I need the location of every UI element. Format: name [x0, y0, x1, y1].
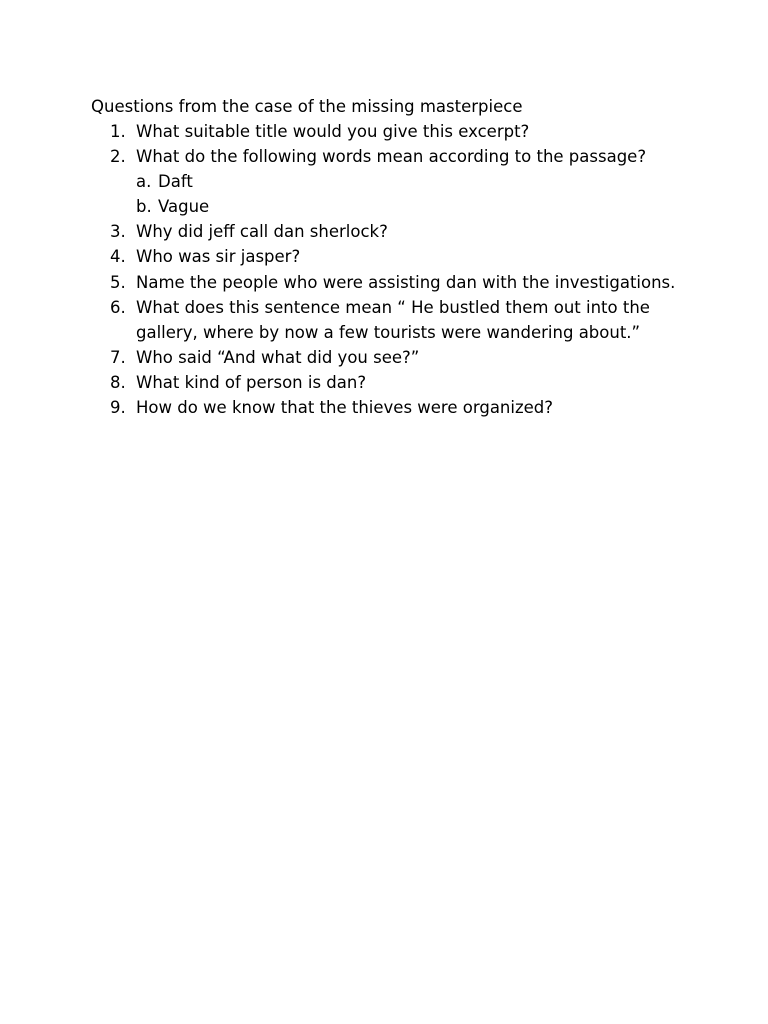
question-text: What kind of person is dan? — [136, 372, 367, 392]
question-text: What does this sentence mean “ He bustled them out into the — [136, 297, 650, 317]
question-number: 5. — [110, 272, 126, 292]
question-text: What do the following words mean according to the passage? — [136, 147, 647, 167]
question-list — [0, 119, 768, 420]
question-number: 8. — [110, 372, 126, 392]
question-number: 6. — [110, 297, 126, 317]
question-1 — [0, 119, 768, 144]
question-7 — [0, 345, 768, 370]
question-6 — [0, 295, 768, 320]
question-5 — [0, 270, 768, 295]
question-3 — [0, 219, 768, 244]
question-2 — [0, 144, 768, 169]
sub-question-text: Daft — [158, 172, 193, 192]
question-text: Who was sir jasper? — [136, 247, 301, 267]
question-4 — [0, 244, 768, 269]
question-6-continuation — [0, 320, 768, 345]
question-number: 4. — [110, 247, 126, 267]
question-text-continuation: gallery, where by now a few tourists were wandering about.” — [136, 322, 641, 342]
question-9 — [0, 395, 768, 420]
question-8 — [0, 370, 768, 395]
question-number: 3. — [110, 222, 126, 242]
question-number: 9. — [110, 398, 126, 418]
sub-question-b — [0, 194, 768, 219]
question-text: Who said “And what did you see?” — [136, 347, 420, 367]
question-number: 2. — [110, 147, 126, 167]
question-text: Name the people who were assisting dan with the investigations. — [136, 272, 676, 292]
sub-question-letter: b. — [136, 197, 152, 217]
question-number: 7. — [110, 347, 126, 367]
question-text: How do we know that the thieves were organized? — [136, 398, 554, 418]
document-heading: Questions from the case of the missing masterpiece — [91, 97, 523, 116]
sub-question-letter: a. — [136, 172, 152, 192]
sub-question-text: Vague — [158, 197, 210, 217]
question-text: What suitable title would you give this excerpt? — [136, 122, 530, 141]
question-text: Why did jeff call dan sherlock? — [136, 222, 388, 242]
sub-question-a — [0, 169, 768, 194]
question-number: 1. — [110, 122, 126, 141]
